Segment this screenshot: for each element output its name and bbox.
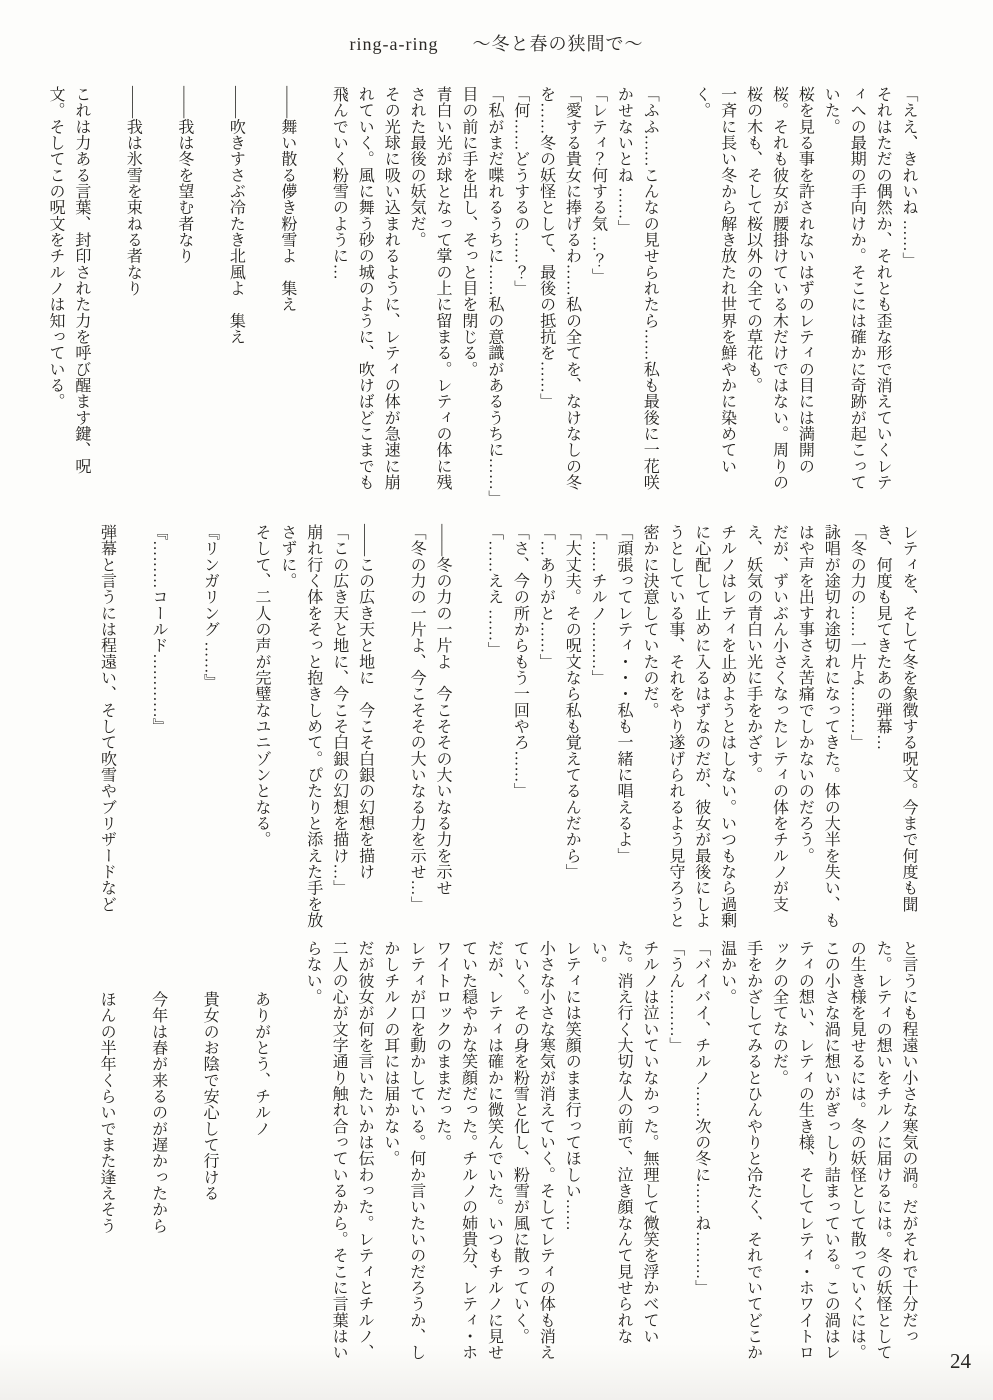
monologue-line: ありがとう、チルノ (252, 991, 270, 1137)
text-band-middle (94, 524, 921, 940)
paragraph: 桜を見る事を許されないはずのレティの目には満開の桜。それも彼女が腰掛けている木だけではない。周りの桜の木も、そして桜以外の全ての草花も。 (744, 86, 814, 490)
paragraph: だが、ずいぶん小さくなったレティの体をチルノが支え、妖気の青白い光に手をかざす。 (744, 524, 788, 912)
paragraph: 「ふふ……こんなの見せられたら……私も最後に一花咲かせないとね ……」 (615, 86, 659, 490)
incantation-line: ――この広き天と地に 今こそ白銀の幻想を描け (356, 524, 374, 880)
paragraph: レティが口を動かしている。何か言いたいのだろうか、しかしチルノの耳には届かない。 (381, 940, 425, 1361)
text-band-top (42, 86, 921, 507)
monologue-line: ほんの半年くらいでまた逢えそう (98, 991, 116, 1234)
paragraph: 「冬の力の一片よ、今こそその大いなる力を示せ…」 (408, 524, 426, 912)
paragraph: 「ええ、きれいね ……」 (900, 86, 917, 268)
paragraph: その光球に吸い込まれるように、レティの体が急速に崩れていく。風に舞う砂の城のように、吹けばどこまでも飛んでいく粉雪のように… (330, 86, 400, 490)
paragraph: 目の前に手を出し、そっと目を閉じる。 (459, 86, 477, 377)
incantation-line: ――冬の力の一片よ 今こそその大いなる力を示せ (434, 524, 451, 896)
paragraph: だが、レティは確かに微笑んでいた。いつもチルノに見せていた穏やかな笑顔だった。チルノの姉貴分、レティ・ホワイトロックのままだった。 (433, 940, 503, 1361)
paragraph: そして、二人の声が完璧なユニゾンとなる。 (252, 524, 270, 848)
paragraph: 「私がまだ喋れるうちに……私の意識があるうちに……」 (485, 86, 503, 507)
spell-name-line: 『リンガリング ……』 (201, 524, 219, 690)
paragraph: 「大丈夫。その呪文なら私も覚えてるんだから」 (563, 524, 581, 880)
paragraph: 崩れ行く体をそっと抱きしめて。ぴたりと添えた手を放さずに。 (278, 524, 322, 928)
paragraph: 「…ありがと……」 (537, 524, 555, 670)
paragraph: 「何……どうするの……？」 (511, 86, 529, 297)
incantation-line: ――吹きすさぶ冷たき北風よ 集え (227, 86, 245, 345)
spell-name-line: 『………コールド…………』 (149, 524, 167, 735)
page-number: 24 (950, 1349, 971, 1373)
monologue-line: 今年は春が来るのが遅かったから (149, 991, 167, 1234)
paragraph: チルノはレティを止めようとはしない。いつもなら過剰に心配して止めに入るはずなのだが、彼女が最後にしようとしている事、それをやり遂げられるよう見守ろうと密かに決意していたのだ。 (640, 524, 736, 928)
title-latin: ring-a-ring (349, 34, 439, 54)
incantation-line: ――我は冬を望む者なり (175, 86, 193, 264)
monologue-line: 貴女のお陰で安心して行ける (201, 991, 219, 1202)
paragraph: 「……ええ ……」 (485, 524, 503, 658)
paragraph: 「レティ？何する気 …？」 (589, 86, 607, 285)
incantation-line: ――我は氷雪を束ねる者なり (124, 86, 142, 297)
paragraph: 小さな小さな寒気が消えていく。そしてレティの体も消えていく。その身を粉雪と化し、粉雪が風に散っていく。 (511, 940, 555, 1361)
paragraph: レティには笑顔のまま行ってほしい…… (563, 940, 581, 1231)
paragraph: 「頑張ってレティ・・・私も一緒に唱えるよ」 (615, 524, 633, 864)
text-band-bottom (93, 940, 921, 1372)
paragraph: 手をかざしてみるとひんやりと冷たく、それでいてどこか温かい。 (718, 940, 762, 1361)
incantation-line: ――舞い散る儚き粉雪よ 集え (278, 86, 296, 313)
title-japanese: ～冬と春の狭間で～ (472, 34, 644, 54)
paragraph: 青白い光が球となって掌の上に留まる。レティの体に残された最後の妖気だ。 (408, 86, 451, 490)
page-header-title (0, 30, 993, 56)
paragraph: 弾幕と言うには程遠い、そして吹雪やブリザードなど (98, 524, 116, 912)
paragraph: 「……チルノ………」 (589, 524, 607, 686)
paragraph: それはただの偶然か、それとも歪な形で消えていくレティへの最期の手向けか。そこには確かに奇跡が起こっていた。 (822, 86, 892, 490)
paragraph: この小さな渦に想いがぎっしり詰まっている。この渦はレティの想い、レティの生き様、そしてレティ・ホワイトロックの全てなのだ。 (770, 940, 840, 1361)
paragraph: レティを、そして冬を象徴する呪文。今まで何度も聞き、何度も見てきたあの弾幕… (874, 524, 917, 912)
paragraph: 一斉に長い冬から解き放たれ世界を鮮やかに染めていく。 (692, 86, 736, 474)
paragraph: 「さ、今の所からもう一回やろ……」 (511, 524, 529, 799)
paragraph: 「うん………」 (666, 940, 684, 1054)
paragraph: 「冬の力の……一片よ………」 (848, 524, 866, 751)
paragraph: 「バイバイ、チルノ……次の冬に……ね………」 (692, 940, 710, 1296)
paragraph: 「この広き天と地に、今こそ白銀の幻想を描け…」 (330, 524, 348, 896)
paragraph: これは力ある言葉、封印された力を呼び醒ます鍵、呪文。そしてこの呪文をチルノは知っている。 (46, 86, 90, 474)
paragraph: 詠唱が途切れ途切れになってきた。体の大半を失い、もはや声を出す事さえ苦痛でしかないのだろう。 (796, 524, 840, 928)
paragraph: 「愛する貴女に捧げるわ……私の全てを、なけなしの冬を……冬の妖怪として、最後の抵抗を……」 (537, 86, 581, 490)
paragraph: だが彼女が何を言いたいかは伝わった。レティとチルノ、二人の心が文字通り触れ合っているから。そこに言葉はいらない。 (304, 940, 373, 1361)
paragraph: と言うにも程遠い小さな寒気の渦。だがそれで十分だった。レティの想いをチルノに届けるには。冬の妖怪としての生き様を見せるには。冬の妖怪として散っていくには。 (848, 940, 917, 1361)
paragraph: チルノは泣いていなかった。無理して微笑を浮かべていた。消え行く大切な人の前で、泣き顔なんて見せられない。 (589, 940, 658, 1344)
